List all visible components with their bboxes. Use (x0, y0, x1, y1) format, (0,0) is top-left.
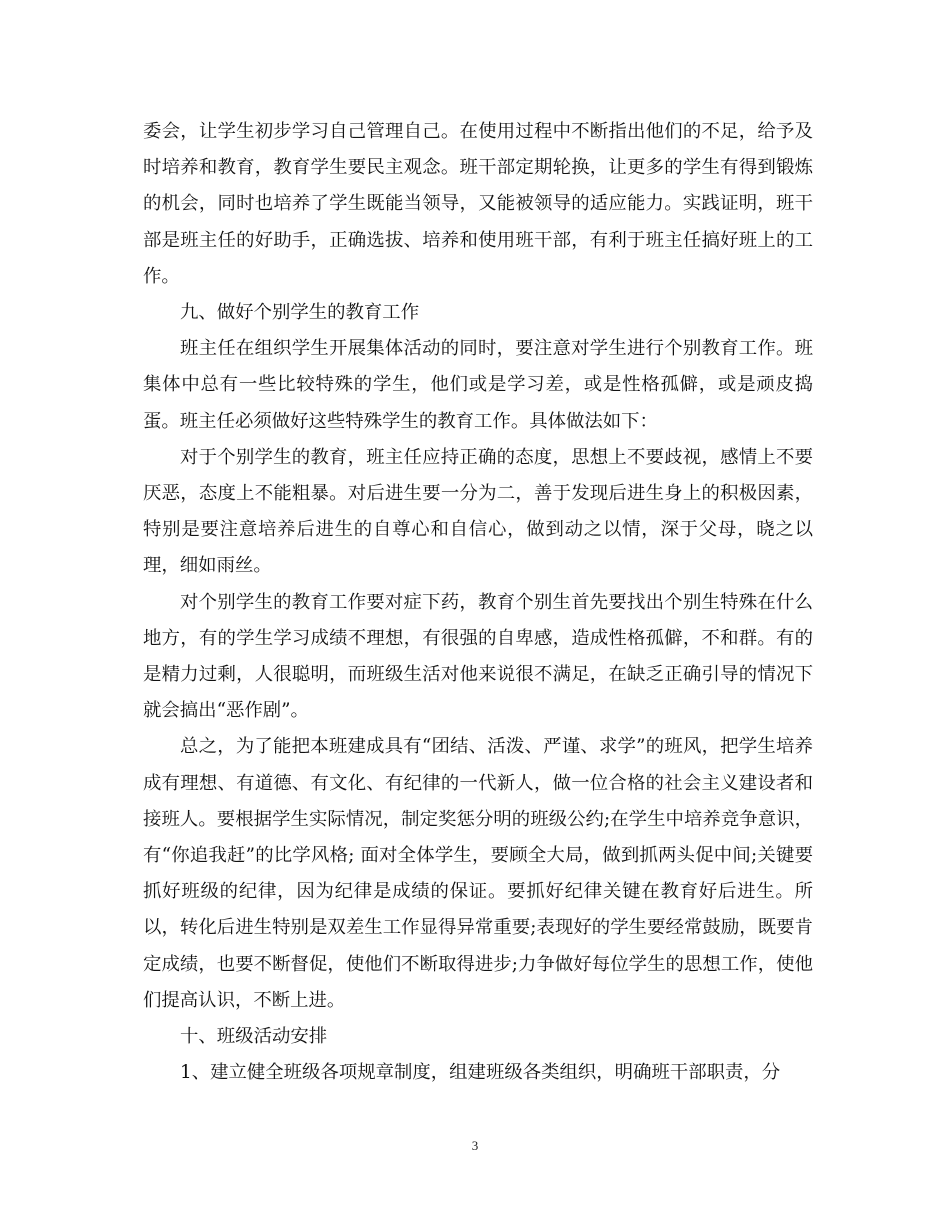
paragraph-continuation: 委会，让学生初步学习自己管理自己。在使用过程中不断指出他们的不足，给予及时培养和教育，教育学生要民主观念。班干部定期轮换，让更多的学生有得到锻炼的机会，同时也培养了学生既能当领导，又能被领导的适应能力。实践证明，班干部是班主任的好助手，正确选拔、培养和使用班干部，有利于班主任搞好班上的工作。 (143, 121, 813, 287)
paragraph-correct-attitude: 对于个别学生的教育，班主任应持正确的态度，思想上不要歧视，感情上不要厌恶，态度上不能粗暴。对后进生要一分为二，善于发现后进生身上的积极因素，特别是要注意培养后进生的自尊心和自信心，做到动之以情，深于父母，晓之以理，细如雨丝。 (143, 446, 813, 577)
document-body (143, 114, 813, 1091)
paragraph-individual-education-intro: 班主任在组织学生开展集体活动的同时，要注意对学生进行个别教育工作。班集体中总有一些比较特殊的学生，他们或是学习差，或是性格孤僻，或是顽皮捣蛋。班主任必须做好这些特殊学生的教育工作。具体做法如下： (143, 338, 813, 432)
section-heading-nine: 九、做好个别学生的教育工作 (180, 302, 420, 324)
paragraph-activity-item-1: 1、建立健全班级各项规章制度，组建班级各类组织，明确班干部职责，分 (180, 1062, 781, 1084)
section-heading-ten: 十、班级活动安排 (180, 1026, 328, 1048)
paragraph-summary: 总之，为了能把本班建成具有“团结、活泼、严谨、求学”的班风，把学生培养成有理想、有道德、有文化、有纪律的一代新人，做一位合格的社会主义建设者和接班人。要根据学生实际情况，制定奖惩分明的班级公约;在学生中培养竞争意识，有“你追我赶”的比学风格; 面对全体学生，要顾全大局，做到抓两头促中间;关键要抓好班级的纪律，因为纪律是成绩的保证。要抓好纪律关键在教育好后进生。所以，转化后进生特别是双差生工作显得异常重要;表现好的学生要经常鼓励，既要肯定成绩，也要不断督促，使他们不断取得进步;力争做好每位学生的思想工作，使他们提高认识，不断上进。 (143, 736, 813, 1011)
paragraph-targeted-education: 对个别学生的教育工作要对症下药，教育个别生首先要找出个别生特殊在什么地方，有的学生学习成绩不理想，有很强的自卑感，造成性格孤僻，不和群。有的是精力过剩，人很聪明，而班级生活对他来说很不满足，在缺乏正确引导的情况下就会搞出“恶作剧”。 (143, 591, 813, 722)
page-number: 3 (471, 1138, 479, 1153)
